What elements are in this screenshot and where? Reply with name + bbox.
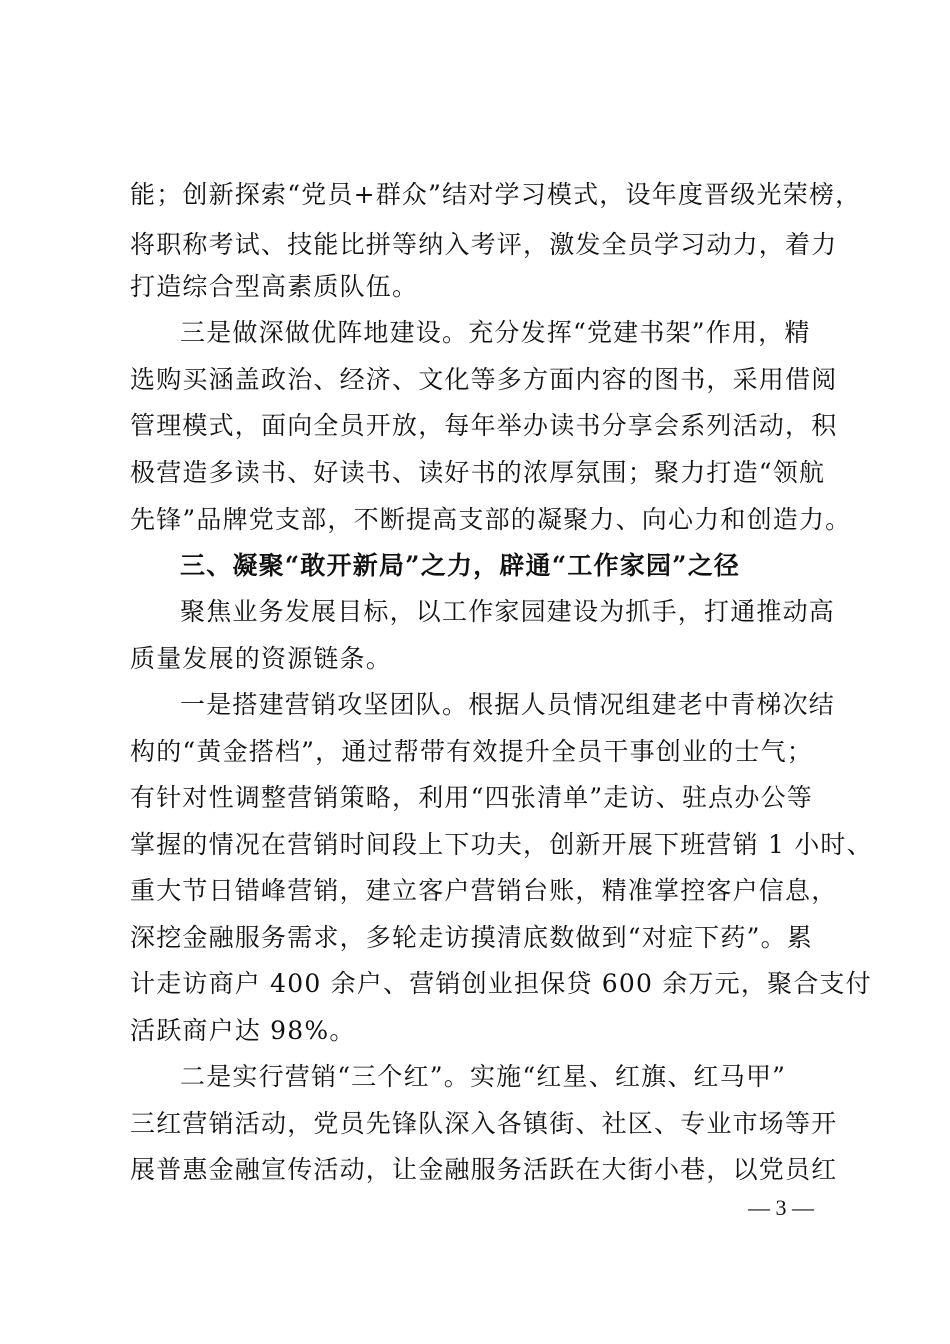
body-text-line: 深挖金融服务需求，多轮走访摸清底数做到“对症下药”。累 [130, 923, 813, 952]
body-text-line: 三红营销活动，党员先锋队深入各镇街、社区、专业市场等开 [130, 1109, 838, 1138]
body-text-line: 活跃商户达 98%。 [130, 1016, 356, 1045]
body-text-line: 打造综合型高素质队伍。 [130, 272, 419, 301]
page-number: — 3 — [748, 1195, 814, 1220]
body-text-line: 展普惠金融宣传活动，让金融服务活跃在大街小巷，以党员红 [130, 1155, 838, 1184]
paragraph-start-line: 一是搭建营销攻坚团队。根据人员情况组建老中青梯次结 [180, 690, 836, 719]
paragraph-start-line: 三是做深做优阵地建设。充分发挥“党建书架”作用，精 [180, 318, 811, 347]
paragraph-start-line: 聚焦业务发展目标，以工作家园建设为抓手，打通推动高 [180, 597, 836, 626]
body-text-line: 管理模式，面向全员开放，每年举办读书分享会系列活动，积 [130, 411, 838, 440]
section-heading: 三、凝聚“敢开新局”之力，辟通“工作家园”之径 [180, 551, 741, 580]
body-text-line: 重大节日错峰营销，建立客户营销台账，精准掌控客户信息， [130, 876, 838, 905]
body-text-line: 极营造多读书、好读书、读好书的浓厚氛围；聚力打造“领航 [130, 458, 826, 487]
body-text-line: 掌握的情况在营销时间段上下功夫，创新开展下班营销 1 小时、 [130, 830, 873, 859]
body-text-line: 能；创新探索“党员+群众”结对学习模式，设年度晋级光荣榜， [130, 180, 862, 209]
body-text-line: 有针对性调整营销策略，利用“四张清单”走访、驻点办公等 [130, 783, 813, 812]
body-text-line: 质量发展的资源链条。 [130, 644, 393, 673]
body-text-line: 计走访商户 400 余户、营销创业担保贷 600 余万元，聚合支付 [130, 969, 872, 998]
paragraph-start-line: 二是实行营销“三个红”。实施“红星、红旗、红马甲” [180, 1062, 787, 1091]
body-text-line: 构的“黄金搭档”，通过帮带有效提升全员干事创业的士气； [130, 737, 813, 766]
body-text-line: 选购买涵盖政治、经济、文化等多方面内容的图书，采用借阅 [130, 365, 838, 394]
body-text-line: 先锋”品牌党支部，不断提高支部的凝聚力、向心力和创造力。 [130, 505, 852, 534]
body-text-line: 将职称考试、技能比拼等纳入考评，激发全员学习动力，着力 [130, 230, 838, 259]
